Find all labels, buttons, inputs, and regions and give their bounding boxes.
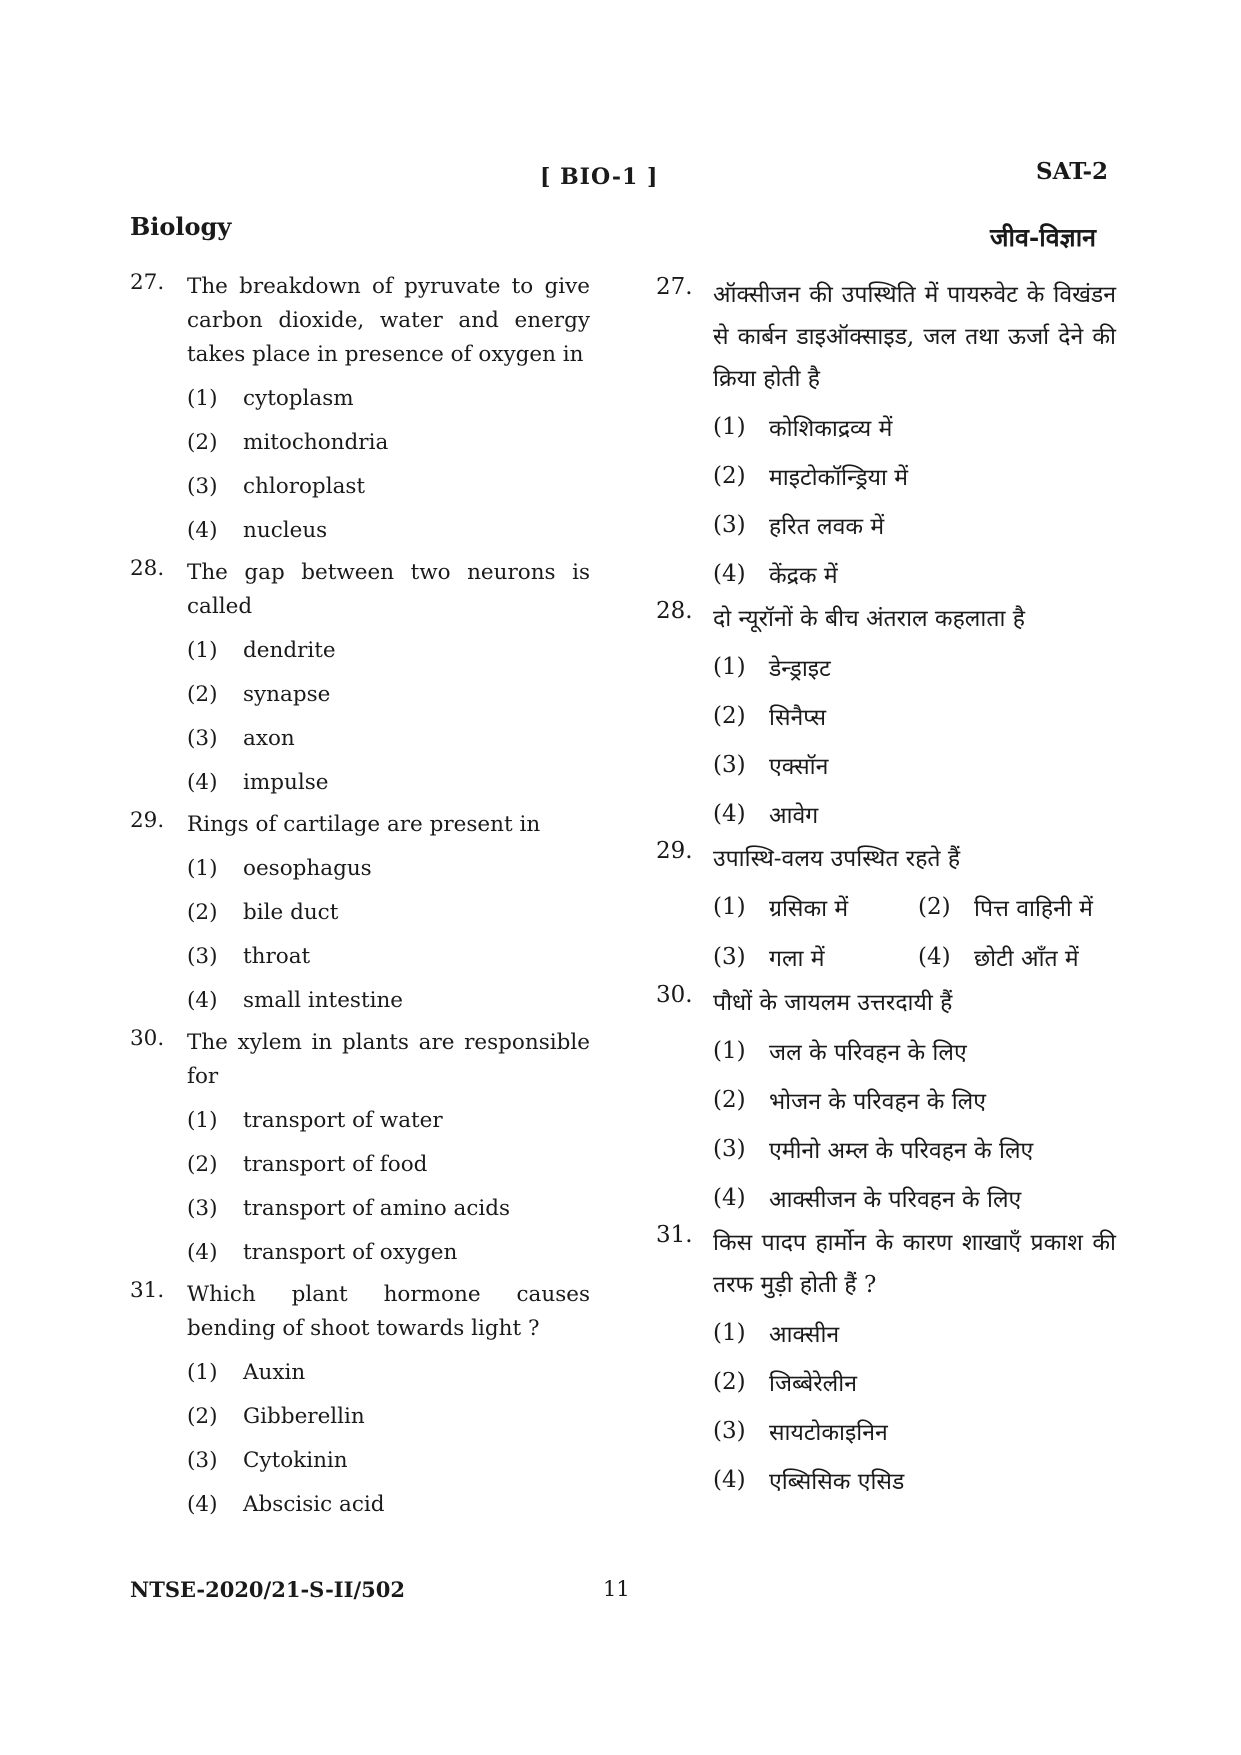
question-31-hi [656,1222,1116,1504]
option-text: कोशिकाद्रव्य में [769,415,893,442]
question-text: पौधों के जायलम उत्तरदायी हैं [713,990,953,1016]
options-grid [713,882,1116,982]
option-number: (3) [187,943,218,969]
option-number: (1) [187,1359,218,1385]
option-text: transport of amino acids [243,1195,511,1221]
option [713,1124,1116,1173]
option [713,451,1116,500]
question-30-en [130,1026,590,1274]
question-27-en [130,270,590,552]
option-text: आवेग [769,802,819,829]
option [918,882,1123,932]
option-number: (3) [187,473,218,499]
option-number: (3) [713,944,746,970]
option [187,1142,590,1186]
option-number: (4) [187,987,218,1013]
options-list [187,628,590,804]
option-text: transport of water [243,1107,443,1133]
option-text: पित्त वाहिनी में [974,896,1093,922]
question-number: 28. [656,598,693,624]
option-number: (1) [187,1107,218,1133]
paper-code: SAT-2 [1036,158,1109,185]
option-number: (4) [713,1184,746,1211]
options-list [713,642,1116,838]
option-text: mitochondria [243,429,389,455]
option-text: dendrite [243,637,336,663]
option [187,1350,590,1394]
option-number: (3) [713,1135,746,1162]
options-list [713,402,1116,598]
option [713,1406,1116,1455]
english-questions-column [130,270,590,1530]
section-title-english: Biology [130,212,232,241]
option-number: (2) [713,462,746,489]
option-number: (3) [187,1195,218,1221]
question-text: किस पादप हार्मोन के कारण शाखाएँ प्रकाश की तरफ मुड़ी होती हैं ? [713,1230,1116,1298]
option-text: एक्सॉन [769,753,829,780]
option-number: (3) [713,511,746,538]
option-text: Auxin [243,1359,306,1385]
option-text: आक्सीन [769,1321,840,1348]
option-number: (2) [187,681,218,707]
option-number: (4) [713,800,746,827]
question-27-hi [656,274,1116,598]
question-number: 30. [656,982,693,1008]
question-text: The breakdown of pyruvate to give carbon dioxide, water and energy takes place in presence of oxygen in [187,274,590,367]
option-number: (1) [187,637,218,663]
option-text: हरित लवक में [769,513,885,540]
question-text: ऑक्सीजन की उपस्थिति में पायरुवेट के विखंडन से कार्बन डाइऑक्साइड, जल तथा ऊर्जा देने की क्रिया होती है [713,282,1116,392]
option-number: (4) [187,769,218,795]
option [187,508,590,552]
option-number: (4) [918,944,951,970]
option-text: केंद्रक में [769,562,838,589]
option [187,934,590,978]
option-number: (1) [713,1037,746,1064]
option-number: (2) [187,429,218,455]
question-text: Which plant hormone causes bending of shoot towards light ? [187,1282,590,1341]
option [713,1173,1116,1222]
option [713,642,1116,691]
option-number: (4) [713,1466,746,1493]
option-text: transport of food [243,1151,428,1177]
question-28-hi [656,598,1116,838]
option-text: Abscisic acid [243,1491,385,1517]
question-number: 29. [656,838,693,864]
question-text: Rings of cartilage are present in [187,812,541,837]
option [187,1230,590,1274]
question-text: The xylem in plants are responsible for [187,1030,590,1089]
option [187,1482,590,1526]
option-text: small intestine [243,987,404,1013]
option-number: (1) [187,385,218,411]
option [187,1186,590,1230]
question-number: 31. [130,1278,165,1303]
option-number: (4) [187,1491,218,1517]
option [187,978,590,1022]
option [713,1308,1116,1357]
question-31-en [130,1278,590,1526]
question-number: 27. [656,274,693,300]
option-number: (2) [713,1368,746,1395]
option-text: माइटोकॉन्ड्रिया में [769,464,909,491]
option-number: (2) [187,1151,218,1177]
option-text: Gibberellin [243,1403,365,1429]
paper-footer-code: NTSE-2020/21-S-II/502 [130,1577,405,1602]
option [713,1026,1116,1075]
option [713,1455,1116,1504]
option [713,402,1116,451]
option-text: Cytokinin [243,1447,348,1473]
options-list [187,1098,590,1274]
option-text: आक्सीजन के परिवहन के लिए [769,1186,1022,1213]
option [187,760,590,804]
option-text: axon [243,725,295,751]
question-number: 30. [130,1026,165,1051]
option [187,1394,590,1438]
question-text: दो न्यूरॉनों के बीच अंतराल कहलाता है [713,606,1025,632]
option-number: (4) [187,517,218,543]
question-number: 27. [130,270,165,295]
option [713,691,1116,740]
option-number: (1) [713,653,746,680]
option [713,500,1116,549]
option [713,1357,1116,1406]
option [187,376,590,420]
question-text: उपास्थि-वलय उपस्थित रहते हैं [713,846,961,872]
option-number: (3) [187,725,218,751]
option-text: सिनैप्स [769,704,827,731]
option-text: synapse [243,681,331,707]
option [713,789,1116,838]
option-number: (4) [713,560,746,587]
option-text: जल के परिवहन के लिए [769,1039,967,1066]
option-number: (1) [713,413,746,440]
option-text: जिब्बेरेलीन [769,1370,857,1397]
question-number: 28. [130,556,165,581]
option-number: (3) [713,1417,746,1444]
option-text: भोजन के परिवहन के लिए [769,1088,986,1115]
options-list [187,846,590,1022]
option-text: nucleus [243,517,328,543]
question-text: The gap between two neurons is called [187,560,590,619]
option [918,932,1123,982]
options-list [187,1350,590,1526]
question-28-en [130,556,590,804]
option [187,464,590,508]
option-text: ग्रसिका में [769,896,849,922]
option [187,716,590,760]
option-number: (3) [713,751,746,778]
option-number: (1) [713,894,746,920]
section-title-hindi: जीव-विज्ञान [990,223,1097,252]
option [713,932,918,982]
section-code: [ BIO-1 ] [540,164,659,190]
option [187,628,590,672]
question-30-hi [656,982,1116,1222]
option-text: एमीनो अम्ल के परिवहन के लिए [769,1137,1034,1164]
option-text: छोटी आँत में [974,946,1079,972]
page-number: 11 [603,1577,630,1601]
options-list [713,1026,1116,1222]
option-text: throat [243,943,311,969]
option [713,740,1116,789]
option-number: (1) [187,855,218,881]
option-text: एब्सिसिक एसिड [769,1468,905,1495]
options-list [187,376,590,552]
option [713,882,918,932]
question-29-en [130,808,590,1022]
option-number: (2) [187,899,218,925]
option [187,1438,590,1482]
option [187,846,590,890]
option-number: (3) [187,1447,218,1473]
option [187,420,590,464]
option [187,890,590,934]
option-number: (1) [713,1319,746,1346]
option-text: गला में [769,946,825,972]
option-number: (2) [713,1086,746,1113]
question-number: 31. [656,1222,693,1248]
option-text: डेन्ड्राइट [769,655,831,682]
option-text: impulse [243,769,329,795]
option [713,1075,1116,1124]
option-text: transport of oxygen [243,1239,458,1265]
option-number: (2) [187,1403,218,1429]
option-text: bile duct [243,899,339,925]
options-list [713,1308,1116,1504]
hindi-questions-column [656,274,1116,1504]
option [187,672,590,716]
option [187,1098,590,1142]
option [713,549,1116,598]
option-text: oesophagus [243,855,372,881]
question-number: 29. [130,808,165,833]
option-text: सायटोकाइनिन [769,1419,888,1446]
question-29-hi [656,838,1116,982]
option-number: (2) [918,894,951,920]
option-number: (2) [713,702,746,729]
option-text: cytoplasm [243,385,354,411]
option-number: (4) [187,1239,218,1265]
option-text: chloroplast [243,473,366,499]
